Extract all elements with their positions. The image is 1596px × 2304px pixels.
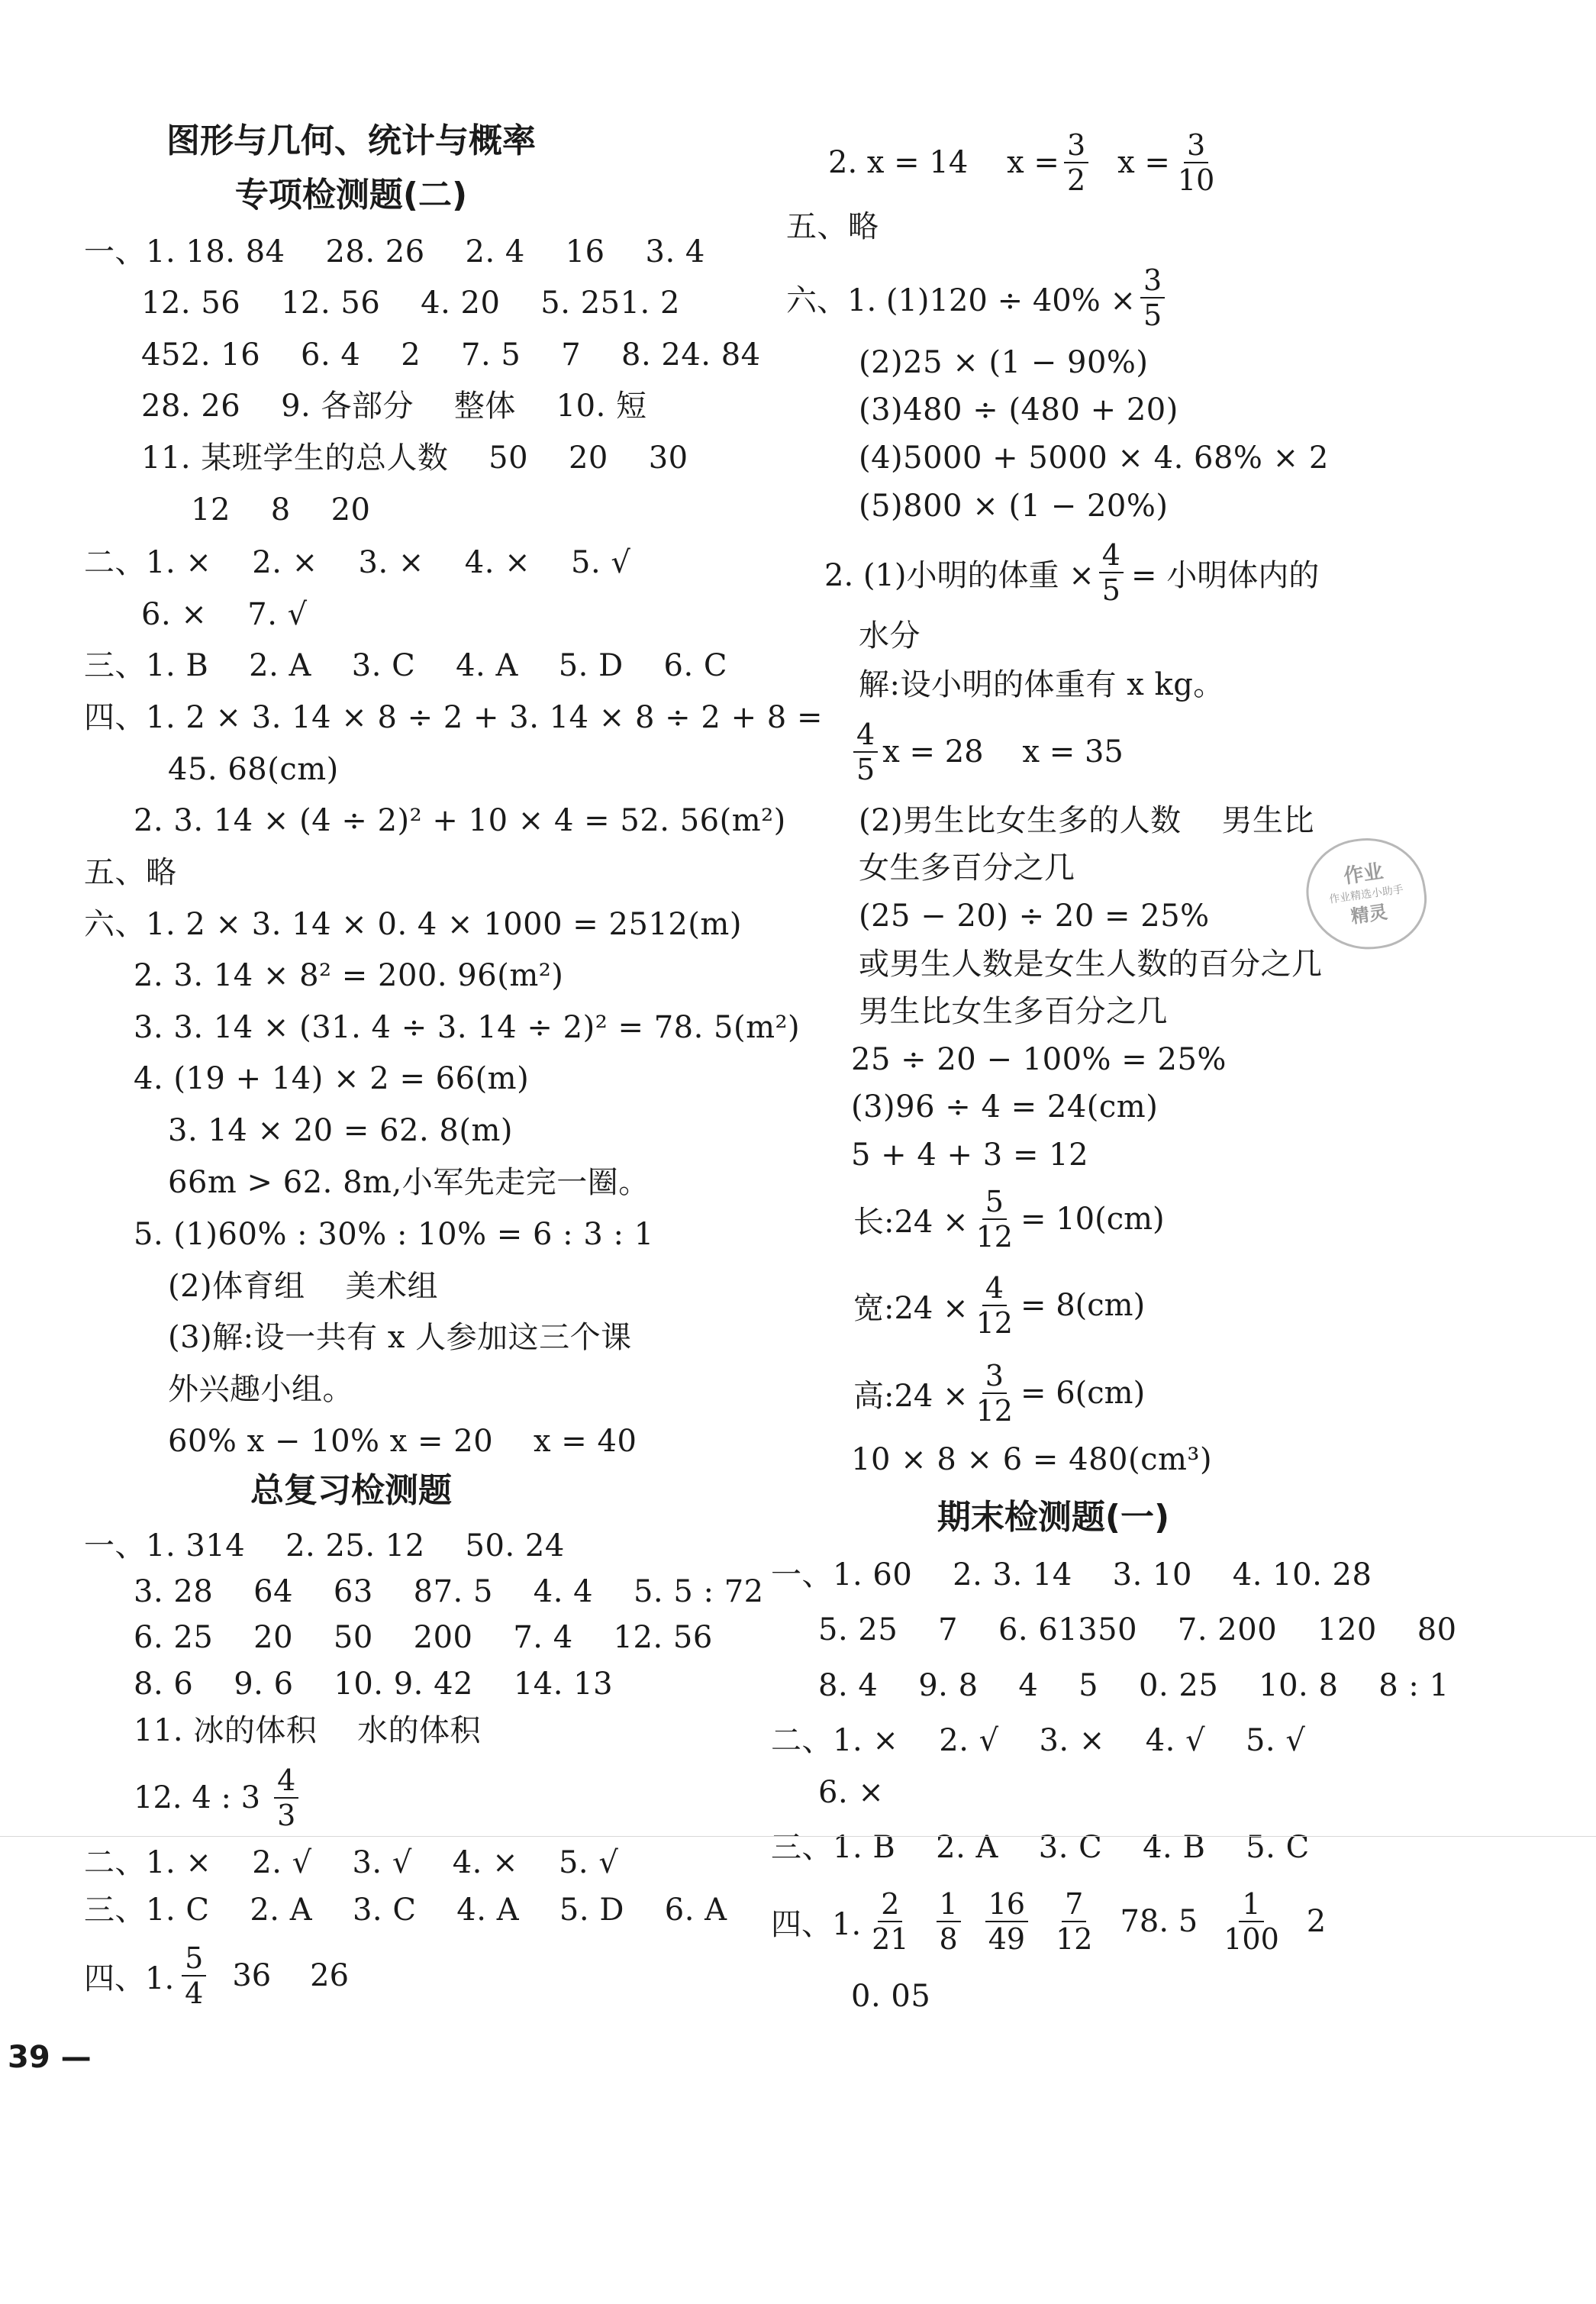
section-title-final-exam: 期末检测题(一) xyxy=(937,1498,1170,1537)
fraction xyxy=(853,718,878,786)
answer-text: 12. 4 : 3 xyxy=(134,1780,261,1815)
fraction-numerator: 1 xyxy=(1239,1887,1263,1922)
fraction-numerator: 3 xyxy=(1064,128,1088,163)
answer-line-q12 xyxy=(134,1760,303,1836)
fraction-denominator: 12 xyxy=(1056,1922,1093,1956)
answer-line-q4 xyxy=(84,1938,349,2014)
fraction-denominator: 5 xyxy=(1143,298,1162,332)
answer-line: 一、1. 314 2. 25. 12 50. 24 xyxy=(84,1528,565,1563)
fraction-numerator: 4 xyxy=(982,1271,1007,1306)
fraction xyxy=(1064,128,1088,197)
fraction-numerator: 4 xyxy=(853,718,878,753)
answer-line: 一、1. 60 2. 3. 14 3. 10 4. 10. 28 xyxy=(771,1557,1372,1592)
fraction xyxy=(1140,263,1165,332)
answer-line: 二、1. × 2. √ 3. √ 4. × 5. √ xyxy=(84,1845,619,1880)
fraction-denominator: 5 xyxy=(856,753,875,786)
answer-text: 六、1. (1)120 ÷ 40% × xyxy=(786,282,1136,318)
fraction-denominator: 21 xyxy=(872,1922,909,1956)
fraction xyxy=(985,1887,1028,1956)
answer-line xyxy=(824,534,1319,611)
fraction-denominator: 3 xyxy=(277,1799,296,1832)
answer-line: 二、1. × 2. × 3. × 4. × 5. √ xyxy=(84,545,631,580)
answer-line xyxy=(853,1355,1145,1431)
answer-line: 11. 冰的体积 水的体积 xyxy=(134,1713,482,1748)
answer-line: (25 − 20) ÷ 20 = 25% xyxy=(859,899,1210,934)
answer-text: = 小明体内的 xyxy=(1130,557,1320,593)
stamp-text: 作业 xyxy=(1342,860,1385,889)
answer-line: 或男生人数是女生人数的百分之几 xyxy=(859,947,1323,982)
answer-line: 3. 28 64 63 87. 5 4. 4 5. 5 : 72 xyxy=(134,1574,764,1609)
answer-text: = 8(cm) xyxy=(1020,1288,1146,1323)
answer-line: 6. × xyxy=(818,1775,885,1810)
answer-line: (3)480 ÷ (480 + 20) xyxy=(859,392,1178,428)
answer-line: 二、1. × 2. √ 3. × 4. √ 5. √ xyxy=(771,1723,1306,1758)
answer-line: 女生多百分之几 xyxy=(859,850,1075,886)
answer-text: 2. (1)小明的体重 × xyxy=(824,557,1095,593)
fraction-numerator: 1 xyxy=(937,1887,961,1922)
answer-text: 高:24 × xyxy=(853,1378,969,1414)
answer-line xyxy=(853,714,1124,790)
answer-line: 60% x − 10% x = 20 x = 40 xyxy=(168,1424,637,1459)
fraction xyxy=(182,1941,206,2010)
fraction-denominator: 2 xyxy=(1066,163,1086,197)
fraction-numerator: 5 xyxy=(182,1941,206,1976)
fraction xyxy=(973,1359,1016,1428)
fraction xyxy=(973,1185,1016,1254)
answer-line: 10 × 8 × 6 = 480(cm³) xyxy=(851,1442,1213,1477)
answer-line: (2)男生比女生多的人数 男生比 xyxy=(859,803,1315,838)
answer-line: 8. 4 9. 8 4 5 0. 25 10. 8 8 : 1 xyxy=(818,1668,1449,1703)
answer-line: 三、1. C 2. A 3. C 4. A 5. D 6. A xyxy=(84,1893,727,1928)
answer-text: x = 28 x = 35 xyxy=(882,734,1124,770)
fraction-numerator: 2 xyxy=(878,1887,902,1922)
answer-line: 3. 14 × 20 = 62. 8(m) xyxy=(168,1113,513,1148)
answer-line: 66m > 62. 8m,小军先走完一圈。 xyxy=(168,1165,650,1200)
fraction-denominator: 4 xyxy=(185,1976,204,2010)
answer-text: 宽:24 × xyxy=(853,1290,969,1326)
answer-line: 男生比女生多百分之几 xyxy=(859,994,1168,1029)
fraction-numerator: 3 xyxy=(1184,128,1208,163)
fraction-denominator: 12 xyxy=(975,1394,1013,1428)
answer-line: 6. × 7. √ xyxy=(141,597,308,632)
answer-text: 78. 5 xyxy=(1120,1904,1198,1939)
answer-text: 四、1. xyxy=(84,1960,175,1996)
fraction-denominator: 10 xyxy=(1177,163,1215,197)
fraction-denominator: 12 xyxy=(975,1220,1013,1254)
answer-text: = 6(cm) xyxy=(1020,1376,1146,1411)
answer-line: 12 8 20 xyxy=(191,492,371,528)
answer-text: x = xyxy=(1117,145,1170,180)
answer-line: 4. (19 + 14) × 2 = 66(m) xyxy=(134,1061,530,1096)
page-fold-line xyxy=(0,1836,1596,1837)
answer-line: (3)解:设一共有 x 人参加这三个课 xyxy=(168,1320,632,1355)
answer-line: 外兴趣小组。 xyxy=(168,1372,353,1407)
answer-text: 长:24 × xyxy=(853,1204,969,1240)
answer-line: 5. 25 7 6. 61350 7. 200 120 80 xyxy=(818,1612,1457,1647)
fraction-numerator: 3 xyxy=(1140,263,1165,298)
answer-line: 四、1. 2 × 3. 14 × 8 ÷ 2 + 3. 14 × 8 ÷ 2 + 8 = xyxy=(84,700,823,735)
fraction xyxy=(869,1887,911,1956)
fraction xyxy=(1099,538,1124,607)
answer-line: 2. 3. 14 × (4 ÷ 2)² + 10 × 4 = 52. 56(m²) xyxy=(134,803,786,838)
answer-line: 解:设小明的体重有 x kg。 xyxy=(859,667,1224,702)
answer-text: 2 xyxy=(1306,1904,1327,1939)
fraction xyxy=(1053,1887,1095,1956)
stamp-text: 精灵 xyxy=(1349,901,1389,928)
answer-line: 水分 xyxy=(859,618,921,653)
answer-line: 五、略 xyxy=(786,209,879,244)
fraction-numerator: 7 xyxy=(1062,1887,1086,1922)
answer-line: 12. 56 12. 56 4. 20 5. 251. 2 xyxy=(141,286,680,321)
fraction-denominator: 5 xyxy=(1101,573,1120,607)
fraction-denominator: 12 xyxy=(975,1306,1013,1340)
answer-line: (3)96 ÷ 4 = 24(cm) xyxy=(851,1089,1159,1125)
fraction xyxy=(937,1887,961,1956)
answer-line: 3. 3. 14 × (31. 4 ÷ 3. 14 ÷ 2)² = 78. 5(m²) xyxy=(134,1010,801,1045)
answer-line xyxy=(853,1267,1145,1344)
section-title-review: 总复习检测题 xyxy=(250,1471,452,1510)
answer-text: 四、1. xyxy=(771,1906,862,1942)
answer-line: 三、1. B 2. A 3. C 4. A 5. D 6. C xyxy=(84,648,728,683)
answer-line: 五、略 xyxy=(84,855,177,890)
fraction-numerator: 3 xyxy=(982,1359,1007,1394)
stamp-text: 作业精选小助手 xyxy=(1328,883,1404,906)
answer-line: 11. 某班学生的总人数 50 20 30 xyxy=(141,440,688,476)
answer-text: = 10(cm) xyxy=(1020,1202,1165,1237)
right-column xyxy=(771,0,1534,2061)
fraction-denominator: 49 xyxy=(988,1922,1026,1956)
answer-text: 36 26 xyxy=(232,1958,350,1993)
fraction-numerator: 16 xyxy=(985,1887,1028,1922)
answer-line: (5)800 × (1 − 20%) xyxy=(859,489,1169,524)
answer-line: 28. 26 9. 各部分 整体 10. 短 xyxy=(141,389,647,424)
answer-line-q4-final xyxy=(771,1883,1326,1960)
answer-line: 2. 3. 14 × 8² = 200. 96(m²) xyxy=(134,958,564,993)
fraction xyxy=(973,1271,1016,1340)
answer-line: 5. (1)60% : 30% : 10% = 6 : 3 : 1 xyxy=(134,1217,654,1252)
fraction-denominator: 8 xyxy=(939,1922,958,1956)
fraction-numerator: 5 xyxy=(982,1185,1007,1220)
page-number: 39 — xyxy=(8,2040,92,2075)
answer-text: 2. x = 14 x = xyxy=(828,145,1059,180)
answer-line: 452. 16 6. 4 2 7. 5 7 8. 24. 84 xyxy=(141,337,761,373)
answer-line xyxy=(853,1181,1165,1257)
answer-line: 25 ÷ 20 − 100% = 25% xyxy=(851,1042,1227,1077)
answer-line: 一、1. 18. 84 28. 26 2. 4 16 3. 4 xyxy=(84,234,705,269)
fraction-numerator: 4 xyxy=(274,1763,298,1799)
answer-line: (2)25 × (1 − 90%) xyxy=(859,345,1149,380)
answer-line: 三、1. B 2. A 3. C 4. B 5. C xyxy=(771,1830,1310,1865)
section-subtitle-geometry: 专项检测题(二) xyxy=(234,176,468,215)
answer-line: 8. 6 9. 6 10. 9. 42 14. 13 xyxy=(134,1667,614,1702)
answer-line xyxy=(786,260,1169,336)
answer-line: 5 + 4 + 3 = 12 xyxy=(851,1137,1089,1173)
answer-line: 六、1. 2 × 3. 14 × 0. 4 × 1000 = 2512(m) xyxy=(84,907,742,942)
answer-line: 6. 25 20 50 200 7. 4 12. 56 xyxy=(134,1620,713,1655)
answer-line: (4)5000 + 5000 × 4. 68% × 2 xyxy=(859,440,1329,476)
answer-line: (2)体育组 美术组 xyxy=(168,1269,439,1304)
section-title-geometry: 图形与几何、统计与概率 xyxy=(166,121,536,160)
answer-line: 0. 05 xyxy=(851,1979,931,2014)
fraction xyxy=(274,1763,298,1832)
fraction xyxy=(1175,128,1217,197)
left-column xyxy=(84,0,823,2061)
fraction xyxy=(1220,1887,1282,1956)
answer-line: 45. 68(cm) xyxy=(168,752,339,787)
fraction-denominator: 100 xyxy=(1224,1922,1279,1956)
fraction-numerator: 4 xyxy=(1099,538,1124,573)
answer-line xyxy=(828,124,1222,201)
